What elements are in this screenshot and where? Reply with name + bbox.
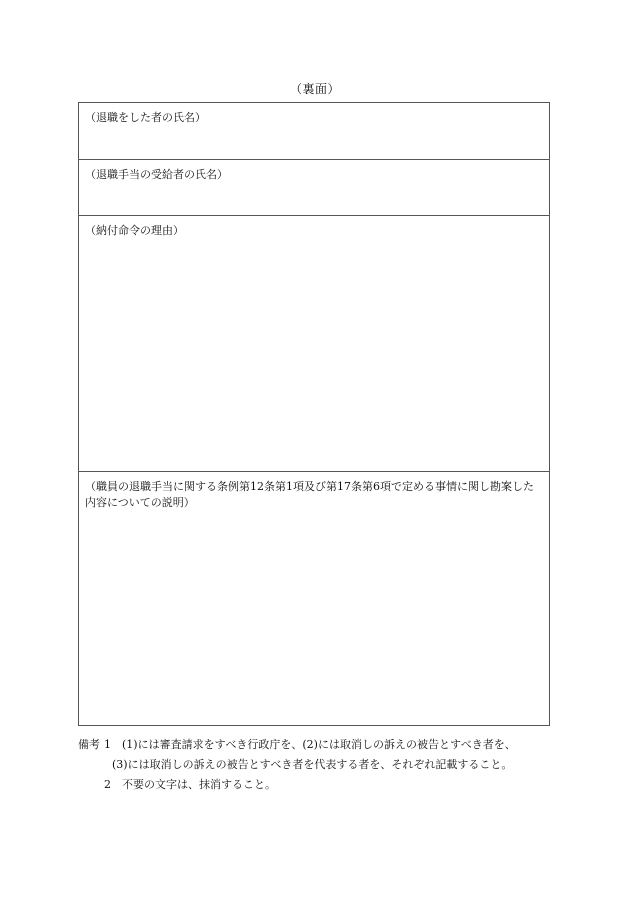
- notes: [78, 735, 578, 795]
- note-item: [78, 735, 578, 755]
- section-label: （職員の退職手当に関する条例第12条第1項及び第17条第6項で定める事情に関し勘案した内容についての説明）: [85, 480, 534, 509]
- section-retiree-name: [79, 103, 549, 160]
- note-text: (3)には取消しの訴えの被告とすべき者を代表する者を、それぞれ記載すること。: [112, 758, 513, 771]
- section-payment-order-reason: [79, 216, 549, 472]
- section-label: （退職手当の受給者の氏名）: [85, 168, 228, 181]
- note-item-continuation: [78, 755, 578, 775]
- section-recipient-name: [79, 160, 549, 216]
- note-item: [78, 775, 578, 795]
- note-text: (1)には審査請求をすべき行政庁を、(2)には取消しの訴えの被告とすべき者を、: [122, 738, 516, 751]
- section-considered-circumstances: [79, 472, 549, 725]
- section-label: （納付命令の理由）: [85, 224, 184, 237]
- note-number: 2: [104, 778, 111, 791]
- notes-prefix: 備考: [78, 738, 100, 751]
- note-number: 1: [104, 738, 111, 751]
- section-label: （退職をした者の氏名）: [85, 111, 206, 124]
- note-text: 不要の文字は、抹消すること。: [122, 778, 276, 791]
- page-heading: （裏面）: [289, 82, 340, 96]
- form-table: [78, 102, 550, 726]
